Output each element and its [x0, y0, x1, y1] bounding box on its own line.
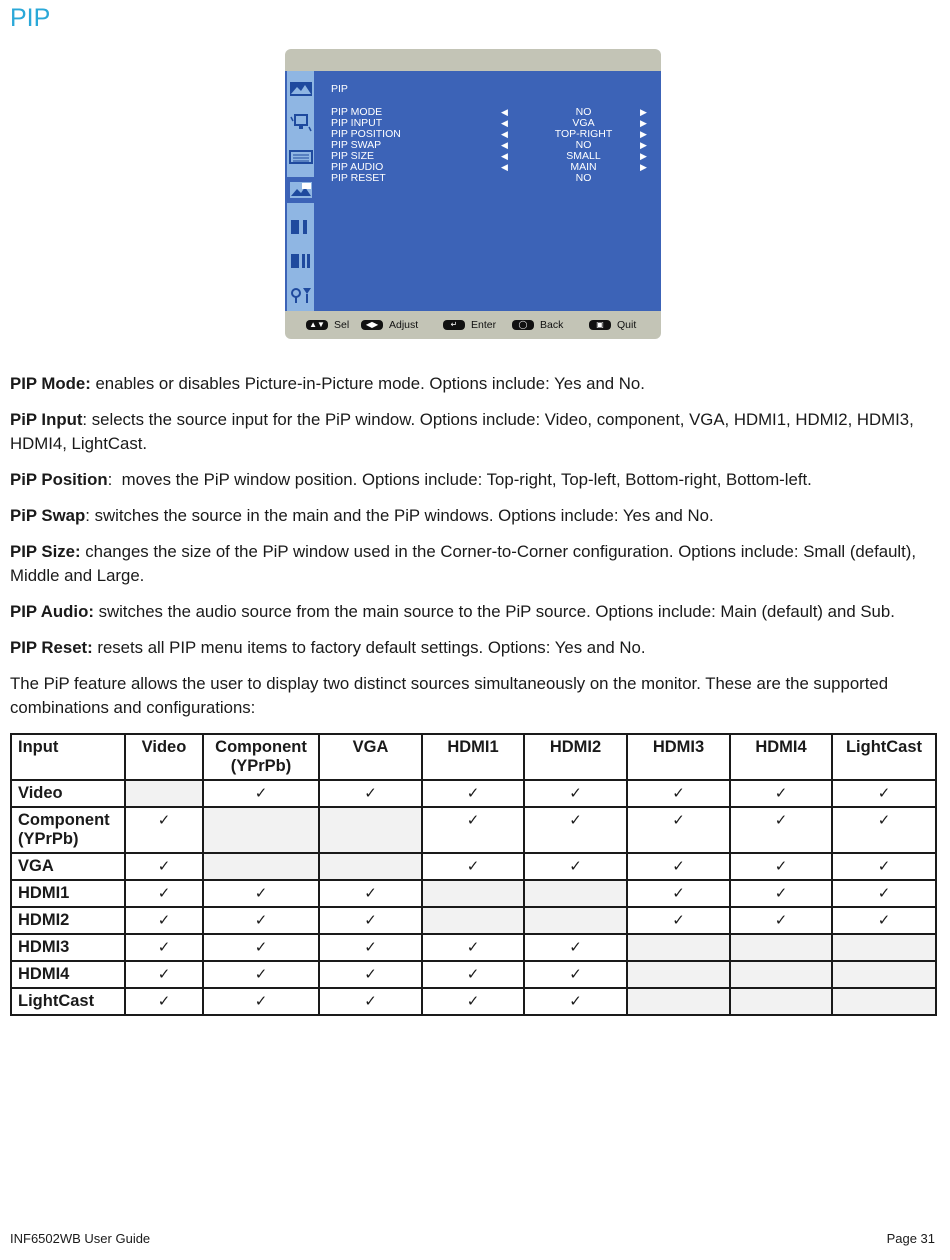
keyboard-icon — [288, 147, 313, 167]
up-down-icon: ▲▼ — [306, 320, 328, 330]
footer-page-number: Page 31 — [886, 1231, 935, 1246]
unsupported-cell — [627, 988, 730, 1015]
row-header: LightCast — [11, 988, 125, 1015]
checkmark-cell: ✓ — [319, 780, 422, 807]
table-row — [11, 988, 936, 1015]
checkmark-cell: ✓ — [832, 907, 936, 934]
checkmark-cell: ✓ — [832, 780, 936, 807]
checkmark-cell: ✓ — [422, 853, 524, 880]
column-header: Component (YPrPb) — [203, 734, 319, 780]
footer-document-title: INF6502WB User Guide — [10, 1231, 151, 1246]
osd-sidebar — [285, 71, 316, 311]
left-arrow-icon: ◀ — [501, 140, 508, 150]
checkmark-cell: ✓ — [730, 880, 832, 907]
unsupported-cell — [832, 934, 936, 961]
row-header: HDMI2 — [11, 907, 125, 934]
checkmark-cell: ✓ — [524, 853, 627, 880]
osd-key-sel: ▲▼ Sel — [306, 319, 349, 331]
column-header: Video — [125, 734, 203, 780]
checkmark-cell: ✓ — [832, 807, 936, 853]
unsupported-cell — [730, 961, 832, 988]
checkmark-cell: ✓ — [524, 807, 627, 853]
checkmark-cell: ✓ — [422, 780, 524, 807]
left-right-icon: ◀▶ — [361, 320, 383, 330]
checkmark-cell: ✓ — [730, 780, 832, 807]
checkmark-cell: ✓ — [203, 880, 319, 907]
table-row — [11, 934, 936, 961]
checkmark-cell: ✓ — [203, 907, 319, 934]
description-pip-position: PiP Position: moves the PiP window position. Options include: Top-right, Top-left, Bottom-right, Bottom-left. — [10, 470, 812, 489]
checkmark-cell: ✓ — [524, 780, 627, 807]
description-pip-size: PIP Size: changes the size of the PiP window used in the Corner-to-Corner configuration. Options include: Small (default), Middle and Large. — [10, 542, 917, 585]
intro-paragraph: The PiP feature allows the user to display two distinct sources simultaneously on the monitor. These are the supported combinations and configurations: — [10, 674, 889, 717]
table-row — [11, 853, 936, 880]
row-header: Video — [11, 780, 125, 807]
checkmark-cell: ✓ — [832, 853, 936, 880]
checkmark-cell: ✓ — [627, 907, 730, 934]
unsupported-cell — [319, 853, 422, 880]
checkmark-cell: ✓ — [203, 780, 319, 807]
osd-key-enter: ↵ Enter — [443, 319, 496, 331]
description-pip-reset: PIP Reset: resets all PIP menu items to factory default settings. Options: Yes and No. — [10, 638, 646, 657]
unsupported-cell — [422, 880, 524, 907]
osd-row-pip-position: PIP POSITION ◀ TOP-RIGHT ▶ — [331, 128, 647, 140]
osd-row-pip-size: PIP SIZE ◀ SMALL ▶ — [331, 150, 647, 162]
osd-row-pip-reset: PIP RESET NO — [331, 172, 592, 184]
description-pip-swap: PiP Swap: switches the source in the main and the PiP windows. Options include: Yes and No. — [10, 506, 714, 525]
column-header: HDMI2 — [524, 734, 627, 780]
column-header: LightCast — [832, 734, 936, 780]
checkmark-cell: ✓ — [125, 807, 203, 853]
checkmark-cell: ✓ — [422, 961, 524, 988]
unsupported-cell — [730, 988, 832, 1015]
table-row — [11, 961, 936, 988]
back-icon: ◯ — [512, 320, 534, 330]
left-arrow-icon: ◀ — [501, 118, 508, 128]
checkmark-cell: ✓ — [203, 934, 319, 961]
checkmark-cell: ✓ — [627, 880, 730, 907]
checkmark-cell: ✓ — [730, 907, 832, 934]
checkmark-cell: ✓ — [627, 853, 730, 880]
osd-row-pip-input: PIP INPUT ◀ VGA ▶ — [331, 117, 647, 129]
table-row — [11, 807, 936, 853]
checkmark-cell: ✓ — [422, 807, 524, 853]
unsupported-cell — [203, 807, 319, 853]
unsupported-cell — [627, 961, 730, 988]
table-header-row — [11, 734, 936, 780]
setup-icon — [288, 285, 313, 305]
checkmark-cell: ✓ — [319, 961, 422, 988]
right-arrow-icon: ▶ — [640, 107, 647, 117]
osd-menu-title: PIP — [331, 83, 348, 95]
checkmark-cell: ✓ — [319, 880, 422, 907]
checkmark-cell: ✓ — [125, 988, 203, 1015]
checkmark-cell: ✓ — [125, 934, 203, 961]
checkmark-cell: ✓ — [319, 907, 422, 934]
checkmark-cell: ✓ — [730, 853, 832, 880]
left-arrow-icon: ◀ — [501, 107, 508, 117]
page-title: PIP — [10, 4, 51, 32]
checkmark-cell: ✓ — [524, 988, 627, 1015]
picture-icon — [288, 79, 313, 99]
quit-icon: ▣ — [589, 320, 611, 330]
unsupported-cell — [832, 961, 936, 988]
description-pip-mode: PIP Mode: enables or disables Picture-in-Picture mode. Options include: Yes and No. — [10, 374, 645, 393]
description-pip-audio: PIP Audio: switches the audio source from the main source to the PiP source. Options include: Main (default) and Sub. — [10, 602, 895, 621]
left-arrow-icon: ◀ — [501, 151, 508, 161]
pip-icon — [286, 177, 315, 203]
enter-icon: ↵ — [443, 320, 465, 330]
checkmark-cell: ✓ — [627, 780, 730, 807]
column-header: HDMI3 — [627, 734, 730, 780]
row-header: HDMI1 — [11, 880, 125, 907]
right-arrow-icon: ▶ — [640, 151, 647, 161]
checkmark-cell: ✓ — [203, 961, 319, 988]
column-header: HDMI1 — [422, 734, 524, 780]
checkmark-cell: ✓ — [203, 988, 319, 1015]
checkmark-cell: ✓ — [422, 934, 524, 961]
row-header: VGA — [11, 853, 125, 880]
checkmark-cell: ✓ — [627, 807, 730, 853]
row-header: HDMI3 — [11, 934, 125, 961]
unsupported-cell — [524, 880, 627, 907]
osd-row-pip-audio: PIP AUDIO ◀ MAIN ▶ — [331, 161, 647, 173]
unsupported-cell — [125, 780, 203, 807]
checkmark-cell: ✓ — [730, 807, 832, 853]
osd-row-pip-swap: PIP SWAP ◀ NO ▶ — [331, 139, 647, 151]
input-2-icon — [288, 251, 313, 271]
table-corner-header: Input — [11, 734, 125, 780]
unsupported-cell — [730, 934, 832, 961]
pip-compatibility-table — [10, 733, 937, 1016]
osd-key-adjust: ◀▶ Adjust — [361, 319, 418, 331]
unsupported-cell — [203, 853, 319, 880]
unsupported-cell — [627, 934, 730, 961]
row-header: HDMI4 — [11, 961, 125, 988]
checkmark-cell: ✓ — [125, 961, 203, 988]
table-row — [11, 880, 936, 907]
table-row — [11, 780, 936, 807]
unsupported-cell — [524, 907, 627, 934]
checkmark-cell: ✓ — [832, 880, 936, 907]
checkmark-cell: ✓ — [125, 907, 203, 934]
row-header: Component (YPrPb) — [11, 807, 125, 853]
column-header: VGA — [319, 734, 422, 780]
right-arrow-icon: ▶ — [640, 118, 647, 128]
left-arrow-icon: ◀ — [501, 129, 508, 139]
checkmark-cell: ✓ — [524, 961, 627, 988]
table-row — [11, 907, 936, 934]
checkmark-cell: ✓ — [125, 880, 203, 907]
description-pip-input: PiP Input: selects the source input for the PiP window. Options include: Video, component, VGA, HDMI1, HDMI2, HDMI3, HDMI4, LightCast. — [10, 410, 914, 453]
checkmark-cell: ✓ — [125, 853, 203, 880]
column-header: HDMI4 — [730, 734, 832, 780]
unsupported-cell — [832, 988, 936, 1015]
checkmark-cell: ✓ — [319, 934, 422, 961]
monitor-icon — [288, 113, 313, 133]
unsupported-cell — [422, 907, 524, 934]
checkmark-cell: ✓ — [422, 988, 524, 1015]
left-arrow-icon: ◀ — [501, 162, 508, 172]
osd-main-panel — [316, 71, 661, 311]
osd-menu-screenshot — [285, 49, 661, 339]
input-1-icon — [288, 217, 313, 237]
right-arrow-icon: ▶ — [640, 162, 647, 172]
right-arrow-icon: ▶ — [640, 129, 647, 139]
osd-key-back: ◯ Back — [512, 319, 563, 331]
checkmark-cell: ✓ — [524, 934, 627, 961]
unsupported-cell — [319, 807, 422, 853]
osd-key-quit: ▣ Quit — [589, 319, 636, 331]
right-arrow-icon: ▶ — [640, 140, 647, 150]
checkmark-cell: ✓ — [319, 988, 422, 1015]
osd-row-pip-mode: PIP MODE ◀ NO ▶ — [331, 106, 647, 118]
osd-footer-legend — [285, 311, 661, 339]
